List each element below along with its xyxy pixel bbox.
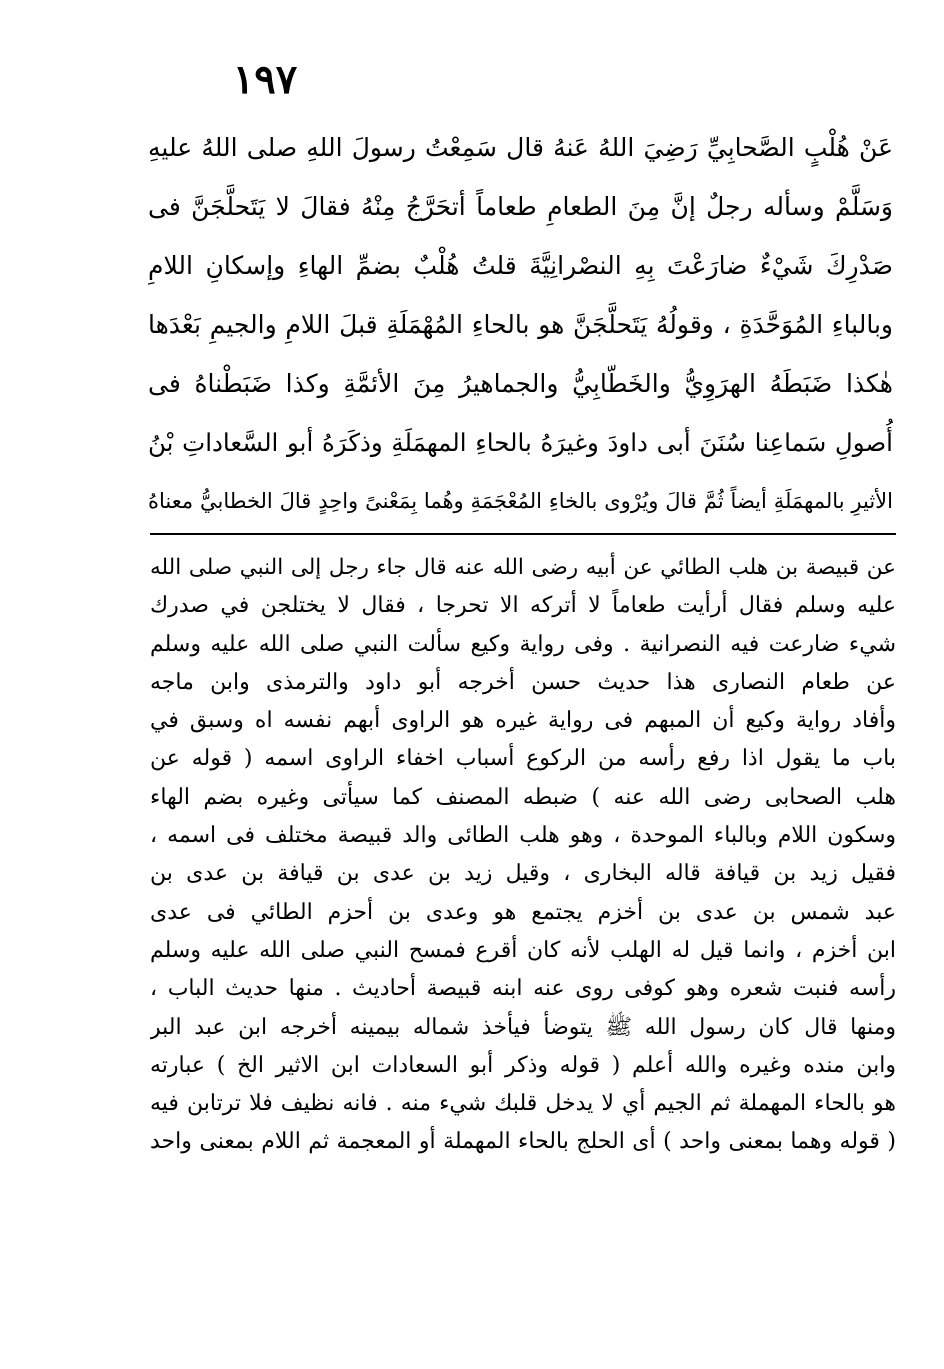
commentary-line: شيء ضارعت فيه النصرانية . وفى رواية وكيع سألت النبي صلى الله عليه وسلم: [150, 631, 896, 657]
commentary-line: ( قوله وهما بمعنى واحد ) أى الحلج بالحاء المهملة أو المعجمة ثم اللام بمعنى واحد: [150, 1129, 896, 1155]
page-number: ١٩٧: [232, 56, 298, 103]
commentary-line: عن قبيصة بن هلب الطائي عن أبيه رضى الله عنه قال جاء رجل إلى النبي صلى الله: [150, 555, 896, 580]
main-text-line: أُصولِ سَماعِنا سُنَنَ أبى داودَ وغيرَهُ بالحاءِ المهمَلَةِ وذكَرَهُ أبو السَّعاداتِ بْنُ: [148, 428, 893, 457]
commentary-line: وابن منده وغيره والله أعلم ( قوله وذكر أبو السعادات ابن الاثير الخ ) عبارته: [150, 1052, 896, 1078]
main-text-line: صَدْرِكَ شَيْءٌ ضارَعْتَ بِهِ النصْرانِيَّةَ قلتُ هُلْبٌ بضمِّ الهاءِ وإسكانِ اللامِ: [148, 251, 893, 280]
commentary-line: رأسه فنبت شعره وهو كوفى روى عنه ابنه قبيصة أحاديث . منها حديث الباب ،: [150, 976, 896, 1002]
commentary-text: [150, 549, 896, 1162]
commentary-line: وأفاد رواية وكيع أن المبهم فى رواية غيره هو الراوى أبهم نفسه اه وسبق في: [150, 708, 896, 734]
main-text: [148, 118, 893, 531]
commentary-line: باب ما يقول اذا رفع رأسه من الركوع أسباب اخفاء الراوى اسمه ( قوله عن: [150, 746, 896, 772]
commentary-line: عبد شمس بن عدى بن أخزم يجتمع هو وعدى بن أحزم الطائي فى عدى: [150, 899, 896, 925]
main-text-line: وبالباءِ المُوَحَّدَةِ ، وقولُهُ يَتَحلَّجَنَّ هو بالحاءِ المُهْمَلَةِ قبلَ اللامِ والجيمِ بَعْدَها: [148, 310, 893, 339]
main-text-line: وَسَلَّمْ وسأله رجلٌ إنَّ مِنَ الطعامِ طعاماً أتحَرَّجُ مِنْهُ فقالَ لا يَتَحلَّجَنَّ فى: [148, 192, 893, 221]
commentary-line: وسكون اللام وبالباء الموحدة ، وهو هلب الطائى والد قبيصة مختلف فى اسمه ،: [150, 823, 896, 849]
commentary-line: عليه وسلم فقال أرأيت طعاماً لا أتركه الا تحرجا ، فقال لا يختلجن في صدرك: [150, 593, 896, 619]
separator-rule: [150, 533, 896, 535]
commentary-line: هلب الصحابى رضى الله عنه ) ضبطه المصنف كما سيأتى وغيره بضم الهاء: [150, 784, 896, 810]
commentary-line: ومنها قال كان رسول الله ﷺ يتوضأ فيأخذ شماله بيمينه أخرجه ابن عبد البر: [150, 1014, 896, 1040]
commentary-line: هو بالحاء المهملة ثم الجيم أي لا يدخل قلبك شيء منه . فانه نظيف فلا ترتابن فيه: [150, 1091, 896, 1117]
main-text-line: هٰكذا ضَبَطَهُ الهرَوِيُّ والخَطّابِيُّ والجماهيرُ مِنَ الأئمَّةِ وكذا ضَبَطْناهُ فى: [148, 369, 893, 398]
commentary-line: ابن أخزم ، وانما قيل له الهلب لأنه كان أقرع فمسح النبي صلى الله عليه وسلم: [150, 937, 896, 963]
commentary-line: عن طعام النصارى هذا حديث حسن أخرجه أبو داود والترمذى وابن ماجه: [150, 669, 896, 695]
main-text-line: عَنْ هُلْبٍ الصَّحابِيِّ رَضِيَ اللهُ عَنهُ قال سَمِعْتُ رسولَ اللهِ صلى اللهُ عليهِ: [148, 133, 893, 162]
main-text-line: الأثيرِ بالمهمَلَةِ أيضاً ثُمَّ قالَ ويُرْوى بالخاءِ المُعْجَمَةِ وهُما بِمَعْنىً واحِدٍ قالَ الخطابيُّ معناهُ: [148, 489, 893, 513]
commentary-line: فقيل زيد بن قيافة قاله البخارى ، وقيل زيد بن عدى بن قيافة بن عدى بن: [150, 861, 896, 887]
